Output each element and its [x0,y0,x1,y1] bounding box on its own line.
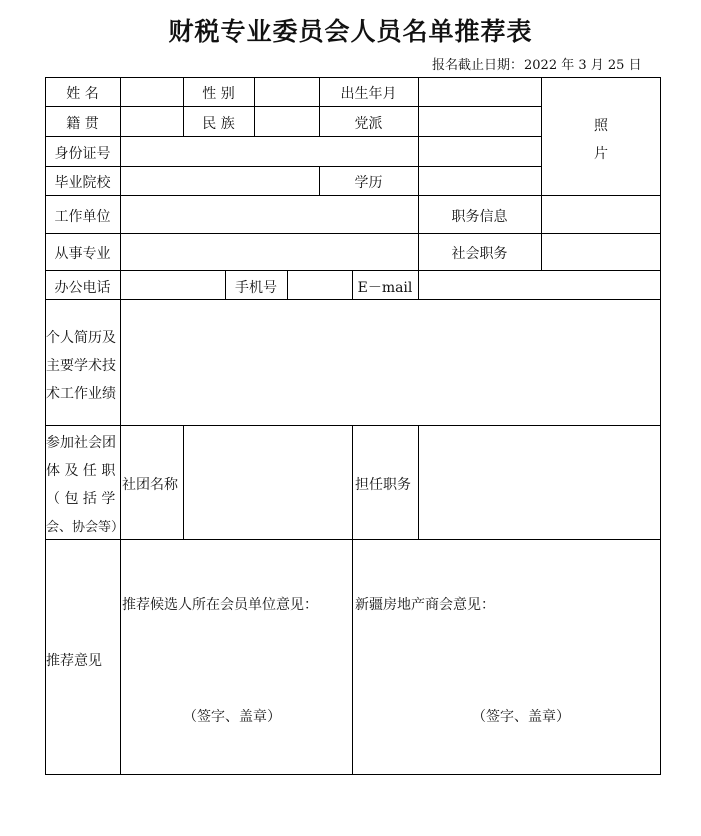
rule [352,425,353,539]
rule [45,270,661,271]
deadline [432,54,643,73]
rule [418,425,419,539]
label-school: 毕业院校 [54,175,111,191]
label-native-place: 籍 贯 [66,116,99,132]
sign-right: （签字、盖章） [472,709,570,725]
label-org-4: 会、协会等） [46,520,125,535]
rule [120,77,121,775]
rule [45,77,661,78]
rule [45,425,661,426]
rule [418,77,419,195]
rule [541,195,542,270]
rule [660,77,661,775]
label-education: 学历 [354,175,383,191]
rule [541,77,542,195]
label-resume-1: 个人简历及 [46,330,116,346]
deadline-label: 报名截止日期： [432,58,524,73]
photo-label-2: 片 [594,146,608,162]
label-birth: 出生年月 [340,86,397,102]
label-org-1: 参加社会团 [46,435,116,451]
sign-left: （签字、盖章） [183,709,281,725]
rule [287,270,288,299]
rule [418,270,419,299]
label-gender: 性 别 [202,86,235,102]
label-party: 党派 [354,116,383,132]
rule [352,539,353,774]
label-recommend: 推荐意见 [46,653,102,669]
label-name: 姓 名 [66,86,99,102]
opinion-right-label: 新疆房地产商会意见： [355,597,495,613]
form-title: 财税专业委员会人员名单推荐表 [168,17,533,46]
label-org-role: 担任职务 [355,477,411,493]
rule [45,539,661,540]
photo-label-1: 照 [594,118,608,134]
label-ethnicity: 民 族 [202,116,235,132]
rule [45,299,661,300]
label-resume-3: 术工作业绩 [46,386,116,402]
opinion-left-label: 推荐候选人所在会员单位意见： [122,597,318,613]
deadline-value: 2022 年 3 月 25 日 [524,58,642,73]
label-resume-2: 主要学术技 [46,358,116,374]
label-employer: 工作单位 [54,209,111,225]
rule [254,77,255,136]
label-office-phone: 办公电话 [54,280,111,296]
label-org-3: （ 包 括 学 [46,491,116,507]
label-position-info: 职务信息 [451,209,508,225]
rule [45,774,661,775]
label-social-position: 社会职务 [451,246,508,262]
label-specialty: 从事专业 [54,246,111,262]
rule [45,195,661,196]
label-org-2: 体 及 任 职 [46,463,116,479]
label-email: E－mail [357,280,413,296]
label-id-number: 身份证号 [54,146,111,162]
rule [183,425,184,539]
label-mobile: 手机号 [235,280,277,296]
label-org-name: 社团名称 [122,477,178,493]
rule [45,233,661,234]
